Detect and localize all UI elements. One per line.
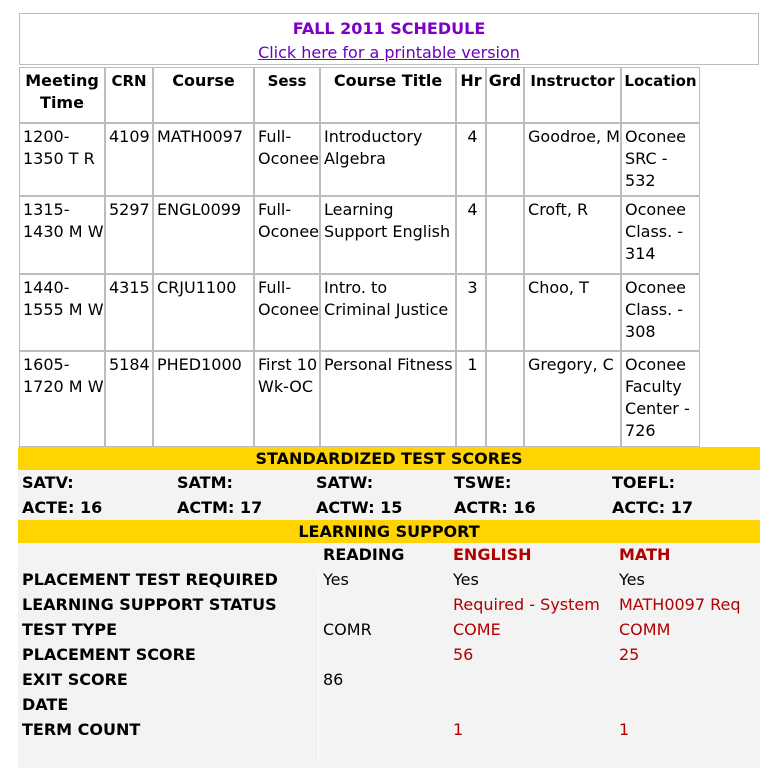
cell-instructor: Goodroe, M [524, 123, 621, 196]
row-label: TEST TYPE [22, 620, 118, 639]
math-value: MATH0097 Req [619, 595, 741, 614]
math-value: Yes [619, 570, 645, 589]
english-value: Required - System [453, 595, 600, 614]
table-row [19, 123, 700, 196]
row-label: LEARNING SUPPORT STATUS [22, 595, 277, 614]
row-label: PLACEMENT TEST REQUIRED [22, 570, 278, 589]
score-satw: SATW: [316, 473, 374, 492]
row-label: TERM COUNT [22, 720, 141, 739]
score-tswe: TSWE: [454, 473, 512, 492]
col-grd: Grd [486, 67, 524, 123]
col-math: MATH [619, 545, 671, 564]
cell-time: 1440-1555 M W [19, 274, 105, 351]
cell-grd [486, 351, 524, 447]
score-acte: ACTE: 16 [22, 498, 103, 517]
english-value: 1 [453, 720, 464, 739]
learning-support-heading: LEARNING SUPPORT [18, 520, 760, 543]
col-hr: Hr [456, 67, 486, 123]
cell-course: CRJU1100 [153, 274, 254, 351]
row-label: EXIT SCORE [22, 670, 128, 689]
col-instructor: Instructor [524, 67, 621, 123]
cell-hr: 4 [456, 196, 486, 274]
math-value: 1 [619, 720, 630, 739]
cell-instructor: Choo, T [524, 274, 621, 351]
cell-crn: 5297 [105, 196, 153, 274]
cell-title: Intro. to Criminal Justice [320, 274, 456, 351]
cell-instructor: Gregory, C [524, 351, 621, 447]
score-toefl: TOEFL: [612, 473, 675, 492]
cell-title: Learning Support English [320, 196, 456, 274]
cell-time: 1200-1350 T R [19, 123, 105, 196]
printable-version-link[interactable]: Click here for a printable version [258, 43, 520, 62]
col-reading: READING [323, 545, 405, 564]
cell-sess: Full-Oconee [254, 196, 320, 274]
english-value: Yes [453, 570, 479, 589]
col-meeting-time: Meeting Time [19, 67, 105, 123]
test-scores-grid [18, 470, 760, 520]
column-divider [318, 570, 319, 760]
table-row [19, 274, 700, 351]
score-actc: ACTC: 17 [612, 498, 694, 517]
score-satm: SATM: [177, 473, 233, 492]
table-header-row [19, 67, 700, 123]
cell-hr: 4 [456, 123, 486, 196]
score-actr: ACTR: 16 [454, 498, 536, 517]
score-actm: ACTM: 17 [177, 498, 263, 517]
reading-value: Yes [323, 570, 349, 589]
col-course-title: Course Title [320, 67, 456, 123]
row-label: PLACEMENT SCORE [22, 645, 196, 664]
col-location: Location [621, 67, 700, 123]
schedule-page [18, 13, 760, 768]
english-value: COME [453, 620, 501, 639]
cell-crn: 5184 [105, 351, 153, 447]
cell-sess: First 10 Wk-OC [254, 351, 320, 447]
cell-title: Personal Fitness [320, 351, 456, 447]
cell-hr: 3 [456, 274, 486, 351]
cell-time: 1315-1430 M W [19, 196, 105, 274]
row-label: DATE [22, 695, 69, 714]
table-row [19, 196, 700, 274]
cell-sess: Full-Oconee [254, 274, 320, 351]
cell-crn: 4109 [105, 123, 153, 196]
schedule-header [19, 13, 759, 65]
cell-title: Introductory Algebra [320, 123, 456, 196]
reading-value: 86 [323, 670, 344, 689]
cell-crn: 4315 [105, 274, 153, 351]
math-value: COMM [619, 620, 671, 639]
learning-support-table [18, 543, 760, 768]
cell-course: MATH0097 [153, 123, 254, 196]
table-row [19, 351, 700, 447]
cell-course: PHED1000 [153, 351, 254, 447]
cell-location: Oconee Faculty Center - 726 [621, 351, 700, 447]
page-title: FALL 2011 SCHEDULE [292, 19, 486, 38]
schedule-table [19, 67, 700, 447]
col-english: ENGLISH [453, 545, 532, 564]
score-actw: ACTW: 15 [316, 498, 403, 517]
col-course: Course [153, 67, 254, 123]
reading-value: COMR [323, 620, 372, 639]
col-crn: CRN [105, 67, 153, 123]
col-sess: Sess [254, 67, 320, 123]
cell-instructor: Croft, R [524, 196, 621, 274]
cell-time: 1605-1720 M W [19, 351, 105, 447]
cell-grd [486, 196, 524, 274]
english-value: 56 [453, 645, 474, 664]
cell-location: Oconee Class. - 308 [621, 274, 700, 351]
cell-course: ENGL0099 [153, 196, 254, 274]
cell-grd [486, 123, 524, 196]
cell-location: Oconee SRC - 532 [621, 123, 700, 196]
cell-location: Oconee Class. - 314 [621, 196, 700, 274]
cell-grd [486, 274, 524, 351]
cell-hr: 1 [456, 351, 486, 447]
math-value: 25 [619, 645, 640, 664]
score-satv: SATV: [22, 473, 74, 492]
test-scores-heading: STANDARDIZED TEST SCORES [18, 447, 760, 470]
cell-sess: Full-Oconee [254, 123, 320, 196]
